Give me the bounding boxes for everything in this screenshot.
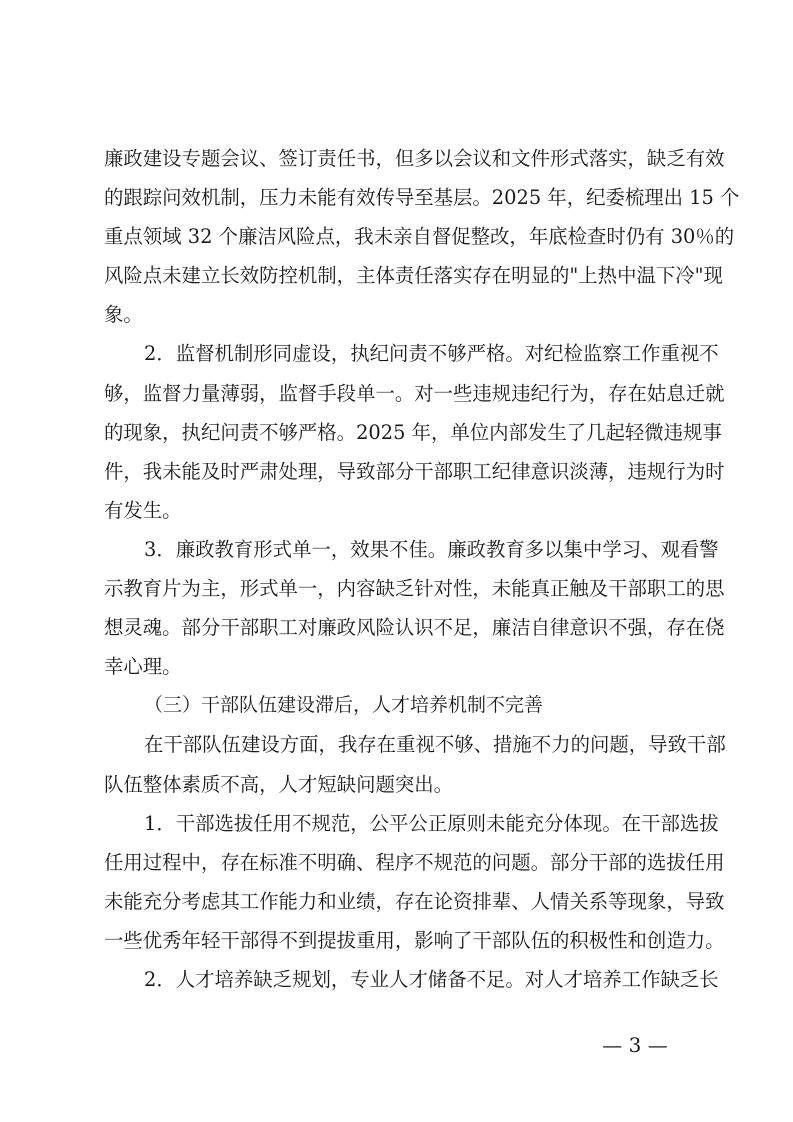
paragraph bbox=[104, 960, 719, 999]
section-heading bbox=[104, 686, 701, 725]
text-line: 廉政建设专题会议、签订责任书，但多以会议和文件形式落实，缺乏有效 bbox=[104, 147, 725, 170]
text-line: 想灵魂。部分干部职工对廉政风险认识不足，廉洁自律意识不强，存在侥 bbox=[104, 616, 725, 640]
text-line: 2．监督机制形同虚设，执纪问责不够严格。对纪检监察工作重视不 bbox=[144, 342, 719, 366]
paragraph bbox=[104, 725, 726, 803]
text-line: 件，我未能及时严肃处理，导致部分干部职工纪律意识淡薄，违规行为时 bbox=[104, 459, 725, 483]
paragraph bbox=[104, 530, 725, 686]
text-line: 示教育片为主，形式单一，内容缺乏针对性，未能真正触及干部职工的思 bbox=[104, 577, 725, 601]
page-number: — 3 — bbox=[602, 1033, 668, 1057]
text-line: 够，监督力量薄弱，监督手段单一。对一些违规违纪行为，存在姑息迁就 bbox=[104, 381, 725, 405]
paragraph bbox=[104, 139, 740, 334]
text-line: 队伍整体素质不高，人才短缺问题突出。 bbox=[104, 772, 454, 796]
text-line: 一些优秀年轻干部得不到提拔重用，影响了干部队伍的积极性和创造力。 bbox=[104, 928, 725, 952]
text-line: 在干部队伍建设方面，我存在重视不够、措施不力的问题，导致干部 bbox=[144, 733, 726, 757]
text-line: 有发生。 bbox=[104, 498, 182, 522]
text-line: 任用过程中，存在标准不明确、程序不规范的问题。部分干部的选拔任用 bbox=[104, 850, 725, 874]
text-line: 1．干部选拔任用不规范，公平公正原则未能充分体现。在干部选拔 bbox=[144, 811, 719, 835]
text-line: 的跟踪问效机制，压力未能有效传导至基层。2025 年，纪委梳理出 15 个 bbox=[104, 186, 740, 210]
text-line: 3．廉政教育形式单一，效果不佳。廉政教育多以集中学习、观看警 bbox=[144, 537, 719, 561]
text-line: 象。 bbox=[104, 303, 143, 327]
text-line: （三）干部队伍建设滞后，人才培养机制不完善 bbox=[144, 694, 544, 717]
paragraph bbox=[104, 334, 725, 529]
text-line: 重点领域 32 个廉洁风险点，我未亲自督促整改，年底检查时仍有 30％的 bbox=[104, 225, 735, 249]
document-body bbox=[104, 139, 740, 999]
text-line: 未能充分考虑其工作能力和业绩，存在论资排辈、人情关系等现象，导致 bbox=[104, 889, 725, 913]
text-line: 幸心理。 bbox=[104, 655, 182, 679]
text-line: 2．人才培养缺乏规划，专业人才储备不足。对人才培养工作缺乏长 bbox=[144, 967, 719, 991]
text-line: 风险点未建立长效防控机制，主体责任落实存在明显的"上热中温下冷"现 bbox=[104, 264, 723, 288]
text-line: 的现象，执纪问责不够严格。2025 年，单位内部发生了几起轻微违规事 bbox=[104, 420, 722, 444]
paragraph bbox=[104, 804, 725, 960]
